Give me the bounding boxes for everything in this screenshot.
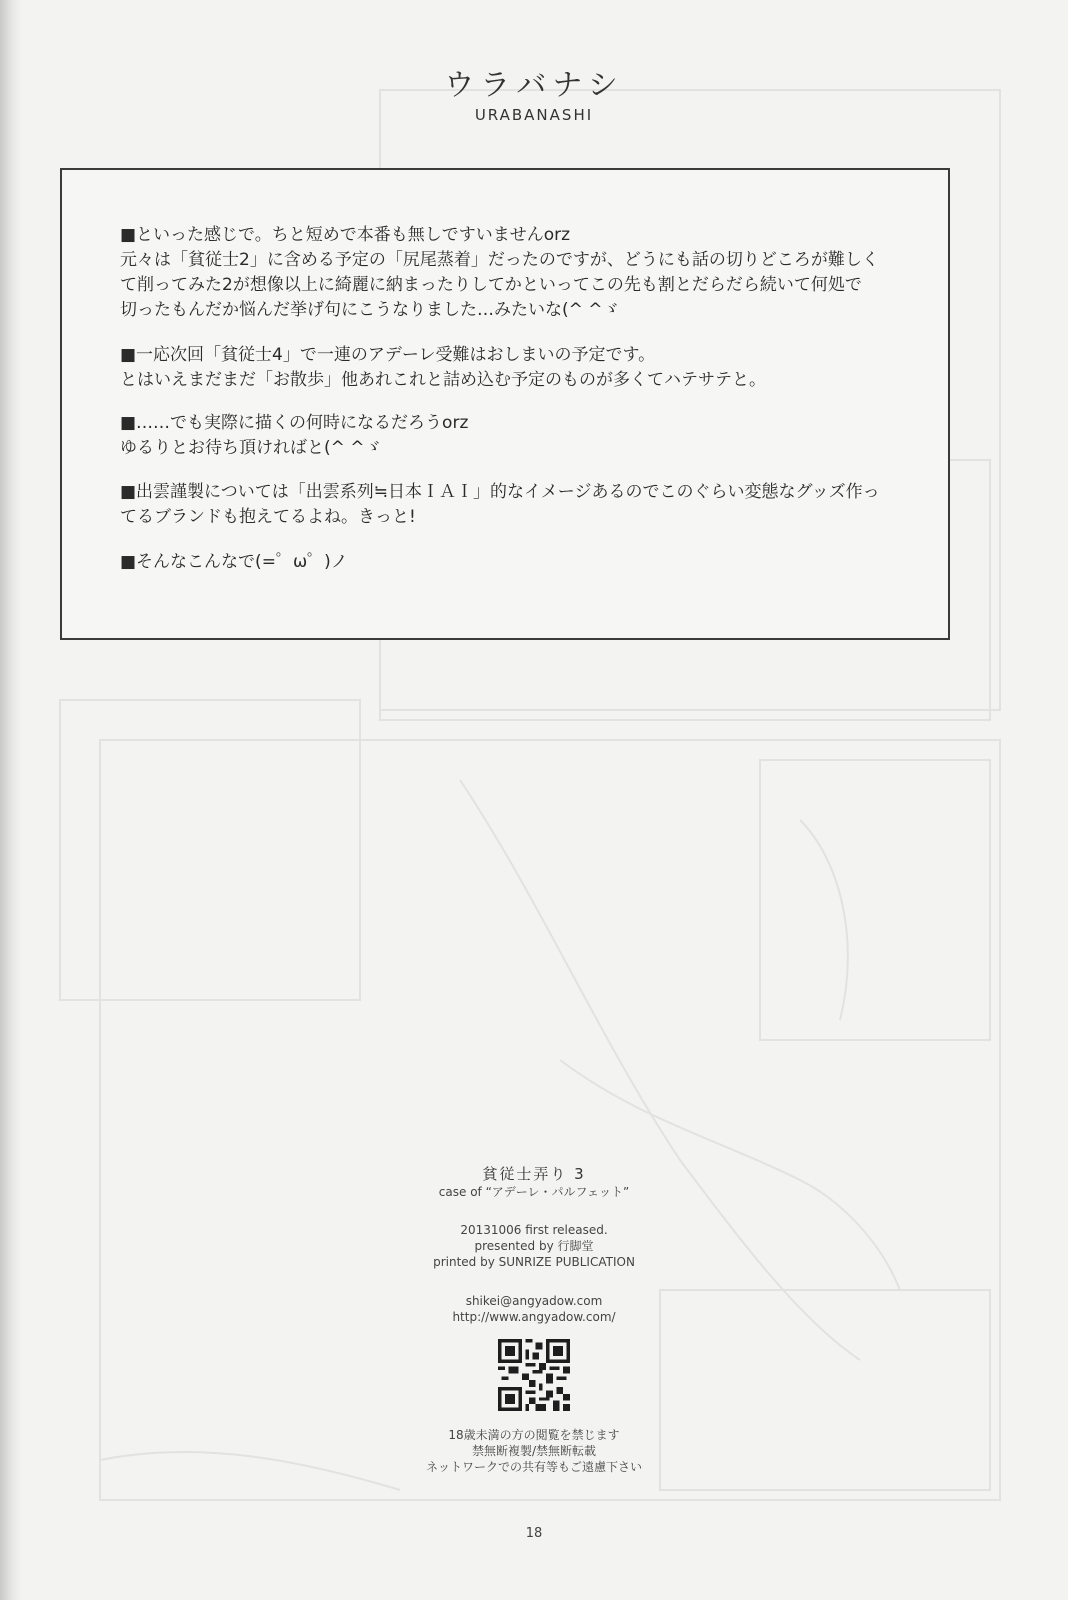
contact-email[interactable]: shikei@angyadow.com <box>465 1294 603 1308</box>
copyright-notice: 禁無断複製/禁無断転載 <box>471 1444 597 1458</box>
age-restriction-notice: 18歳未満の方の閲覧を禁じます <box>448 1428 620 1442</box>
qr-code-icon[interactable] <box>498 1339 570 1411</box>
page-number: 18 <box>525 1526 543 1541</box>
afterword-paragraph: ■出雲謹製については「出雲系列≒日本ＩＡＩ」的なイメージあるのでこのぐらい変態なグッズ作っ てるブランドも抱えてるよね。きっと! <box>120 482 880 527</box>
printer-credit: printed by SUNRIZE PUBLICATION <box>433 1255 635 1269</box>
page-header <box>0 68 1068 124</box>
book-subtitle: case of “アデーレ・パルフェット” <box>438 1185 630 1199</box>
book-title: 貧従士弄り 3 <box>482 1165 586 1183</box>
credits-block <box>0 1222 1068 1270</box>
page-title-romanized: URABANASHI <box>474 106 594 124</box>
sharing-notice: ネットワークでの共有等もご遠慮下さい <box>425 1460 642 1474</box>
website-url[interactable]: http://www.angyadow.com/ <box>452 1310 616 1324</box>
colophon <box>0 1164 1068 1475</box>
page-title: ウラバナシ <box>444 68 624 103</box>
afterword-paragraph: ■といった感じで。ちと短めで本番も無しですいませんorz 元々は「貧従士2」に含める予定の「尻尾蒸着」だったのですが、どうにも話の切りどころが難しく て削ってみた2が想像以上に綺麗に納まったりしてかといってこの先も割とだらだら続いて何処で 切ったもんだか悩んだ挙げ句にこうなりました…みたいな(^ ^ゞ <box>120 225 879 320</box>
contact-block <box>0 1293 1068 1325</box>
publisher-credit: presented by 行脚堂 <box>474 1239 594 1253</box>
afterword-box <box>60 168 950 640</box>
afterword-paragraph: ■そんなこんなで(=゜ω゜)ノ <box>120 552 348 572</box>
afterword-paragraph: ■……でも実際に描くの何時になるだろうorz ゆるりとお待ち頂ければと(^ ^ゞ <box>120 413 469 458</box>
legal-notice <box>0 1427 1068 1475</box>
release-date: 20131006 first released. <box>460 1223 608 1237</box>
afterword-paragraph: ■一応次回「貧従士4」で一連のアデーレ受難はおしまいの予定です。 とはいえまだまだ「お散歩」他あれこれと詰め込む予定のものが多くてハテサテと。 <box>120 345 766 390</box>
